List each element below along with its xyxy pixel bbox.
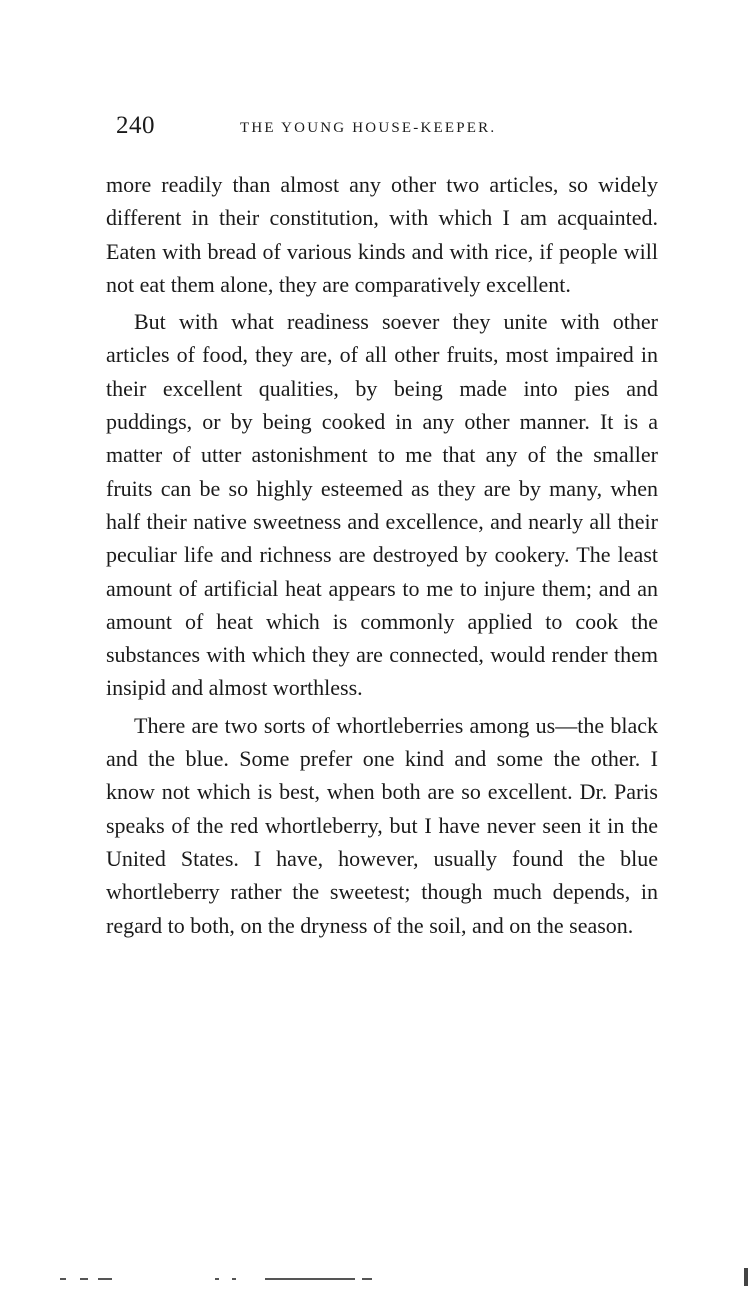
- paragraph-continued: more readily than almost any other two articles, so widely different in their constitution, with which I am acquainted. Eaten with bread of various kinds and with rice, if people will not eat them alone, they are comparatively excellent.: [106, 172, 658, 297]
- scan-edge-mark: [744, 1268, 748, 1286]
- scan-mark: [265, 1278, 355, 1280]
- page-header: [116, 112, 676, 144]
- scan-mark: [60, 1278, 66, 1280]
- body-text: [106, 168, 658, 942]
- scan-mark: [362, 1278, 372, 1280]
- running-head: THE YOUNG HOUSE-KEEPER.: [240, 120, 497, 136]
- scan-mark: [98, 1278, 112, 1280]
- scan-mark: [80, 1278, 88, 1280]
- paragraph: But with what readiness soever they unite with other articles of food, they are, of all other fruits, most impaired in their excellent qualities, by being made into pies and puddings, or by being cooked in any other manner. It is a matter of utter astonishment to me that any of the smaller fruits can be so highly esteemed as they are by many, when half their native sweetness and excellence, and nearly all their peculiar life and richness are destroyed by cookery. The least amount of artificial heat appears to me to injure them; and an amount of heat which is commonly applied to cook the substances with which they are connected, would render them insipid and almost worthless.: [106, 309, 658, 701]
- paragraph: There are two sorts of whortleberries among us—the black and the blue. Some prefer one kind and some the other. I know not which is best, when both are so excellent. Dr. Paris speaks of the red whortleberry, but I have never seen it in the United States. I have, however, usually found the blue whortleberry rather the sweetest; though much depends, in regard to both, on the dryness of the soil, and on the season.: [106, 712, 658, 938]
- scan-mark: [215, 1278, 219, 1280]
- page-number: 240: [116, 112, 155, 139]
- scan-mark: [232, 1278, 236, 1280]
- scan-artifacts: [60, 1272, 750, 1284]
